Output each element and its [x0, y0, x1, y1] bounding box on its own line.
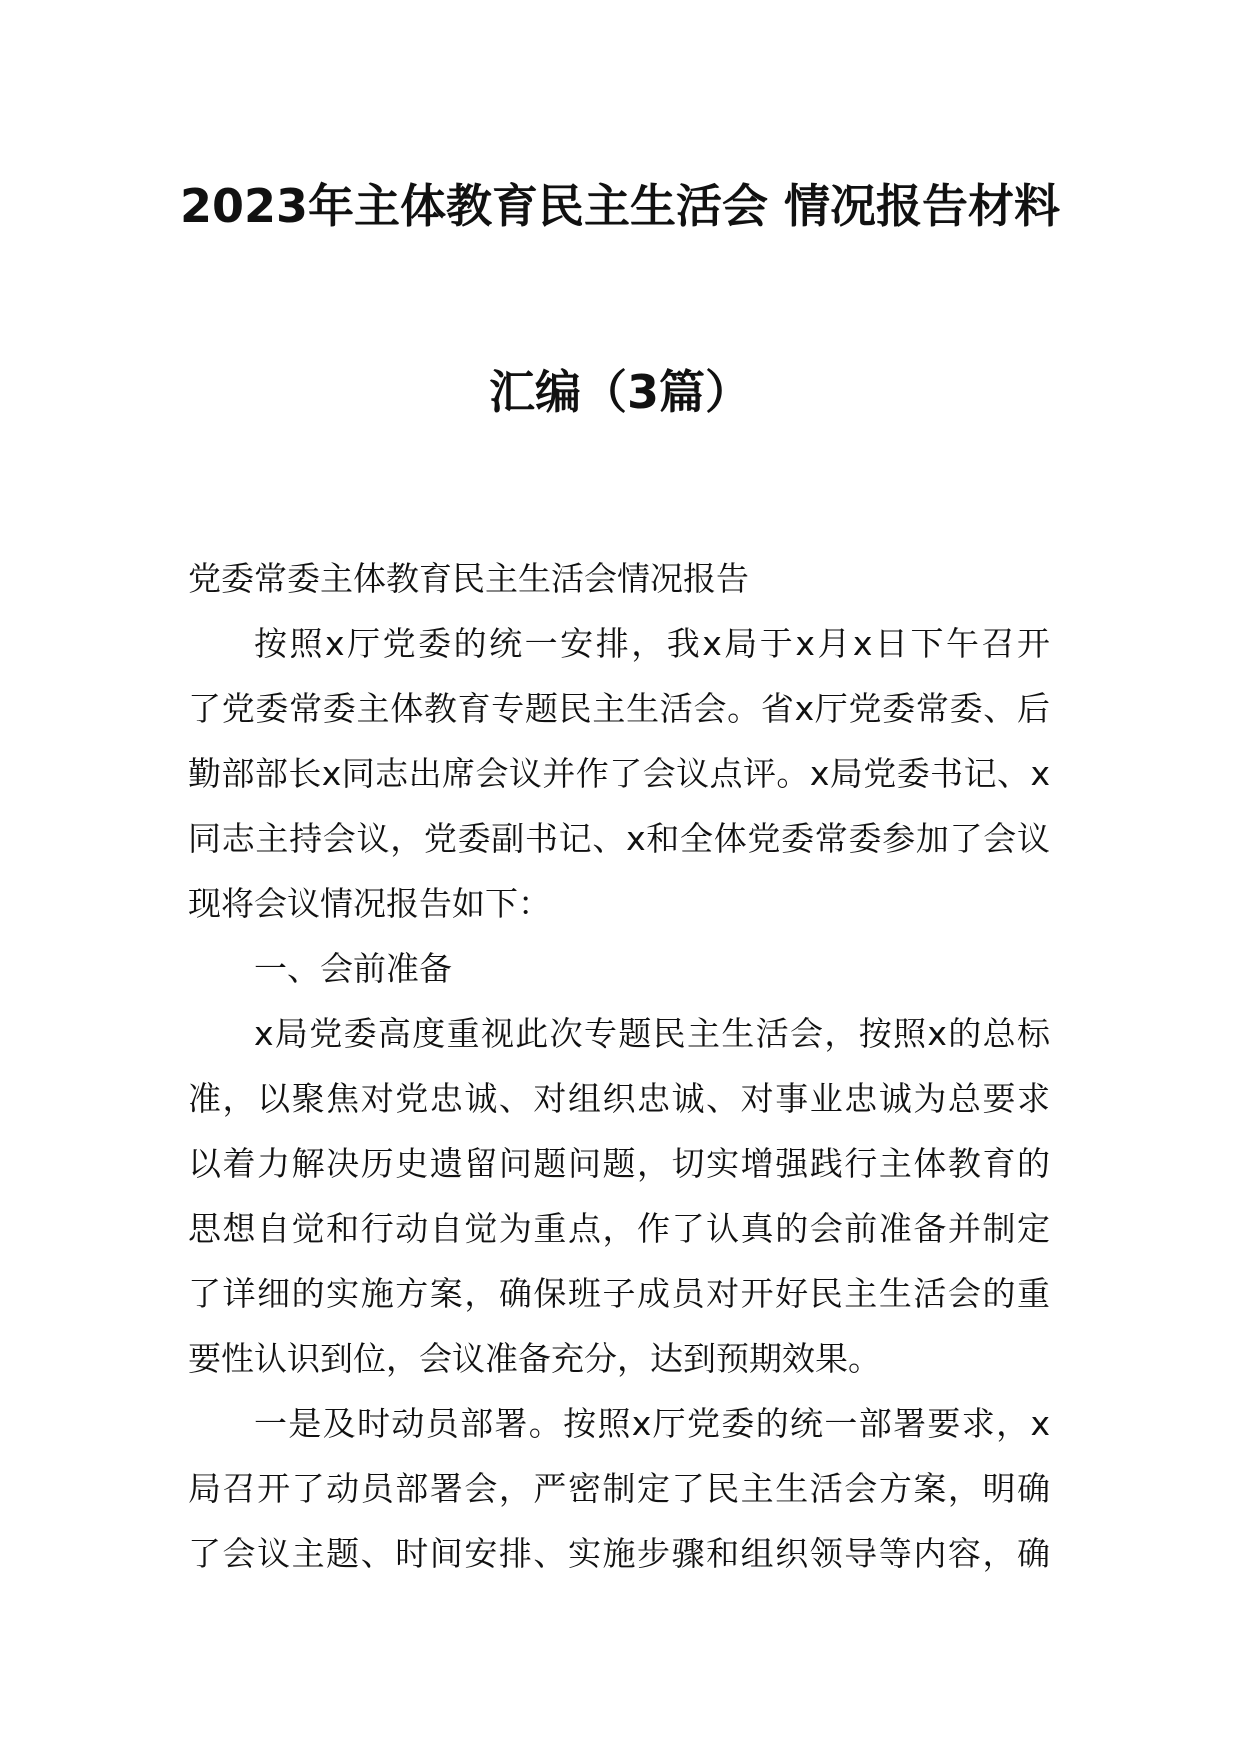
body-line: x局党委高度重视此次专题民主生活会，按照x的总标 — [254, 1014, 1050, 1053]
section-heading: 党委常委主体教育民主生活会情况报告 — [188, 559, 749, 598]
body-line: 同志主持会议，党委副书记、x和全体党委常委参加了会议 — [188, 819, 1050, 858]
document-title-line-1: 2023年主体教育民主生活会 情况报告材料 — [179, 179, 1061, 233]
document-body — [188, 546, 1050, 1586]
body-line: 一是及时动员部署。按照x厅党委的统一部署要求，x — [254, 1404, 1050, 1443]
body-line: 局召开了动员部署会，严密制定了民主生活会方案，明确 — [188, 1469, 1050, 1508]
body-line: 现将会议情况报告如下： — [188, 884, 551, 923]
body-line: 了党委常委主体教育专题民主生活会。省x厅党委常委、后 — [188, 689, 1050, 728]
body-line: 了会议主题、时间安排、实施步骤和组织领导等内容，确 — [188, 1534, 1050, 1573]
body-line: 准，以聚焦对党忠诚、对组织忠诚、对事业忠诚为总要求 — [188, 1079, 1050, 1118]
body-line: 要性认识到位，会议准备充分，达到预期效果。 — [188, 1339, 881, 1378]
body-line: 以着力解决历史遗留问题问题，切实增强践行主体教育的 — [188, 1144, 1050, 1183]
subsection-heading: 一、会前准备 — [254, 949, 452, 988]
body-line: 思想自觉和行动自觉为重点，作了认真的会前准备并制定 — [188, 1209, 1050, 1248]
body-line: 勤部部长x同志出席会议并作了会议点评。x局党委书记、x — [188, 754, 1050, 793]
document-title-line-2: 汇编（3篇） — [488, 365, 751, 419]
body-line: 按照x厅党委的统一安排，我x局于x月x日下午召开 — [254, 624, 1050, 663]
body-line: 了详细的实施方案，确保班子成员对开好民主生活会的重 — [188, 1274, 1050, 1313]
